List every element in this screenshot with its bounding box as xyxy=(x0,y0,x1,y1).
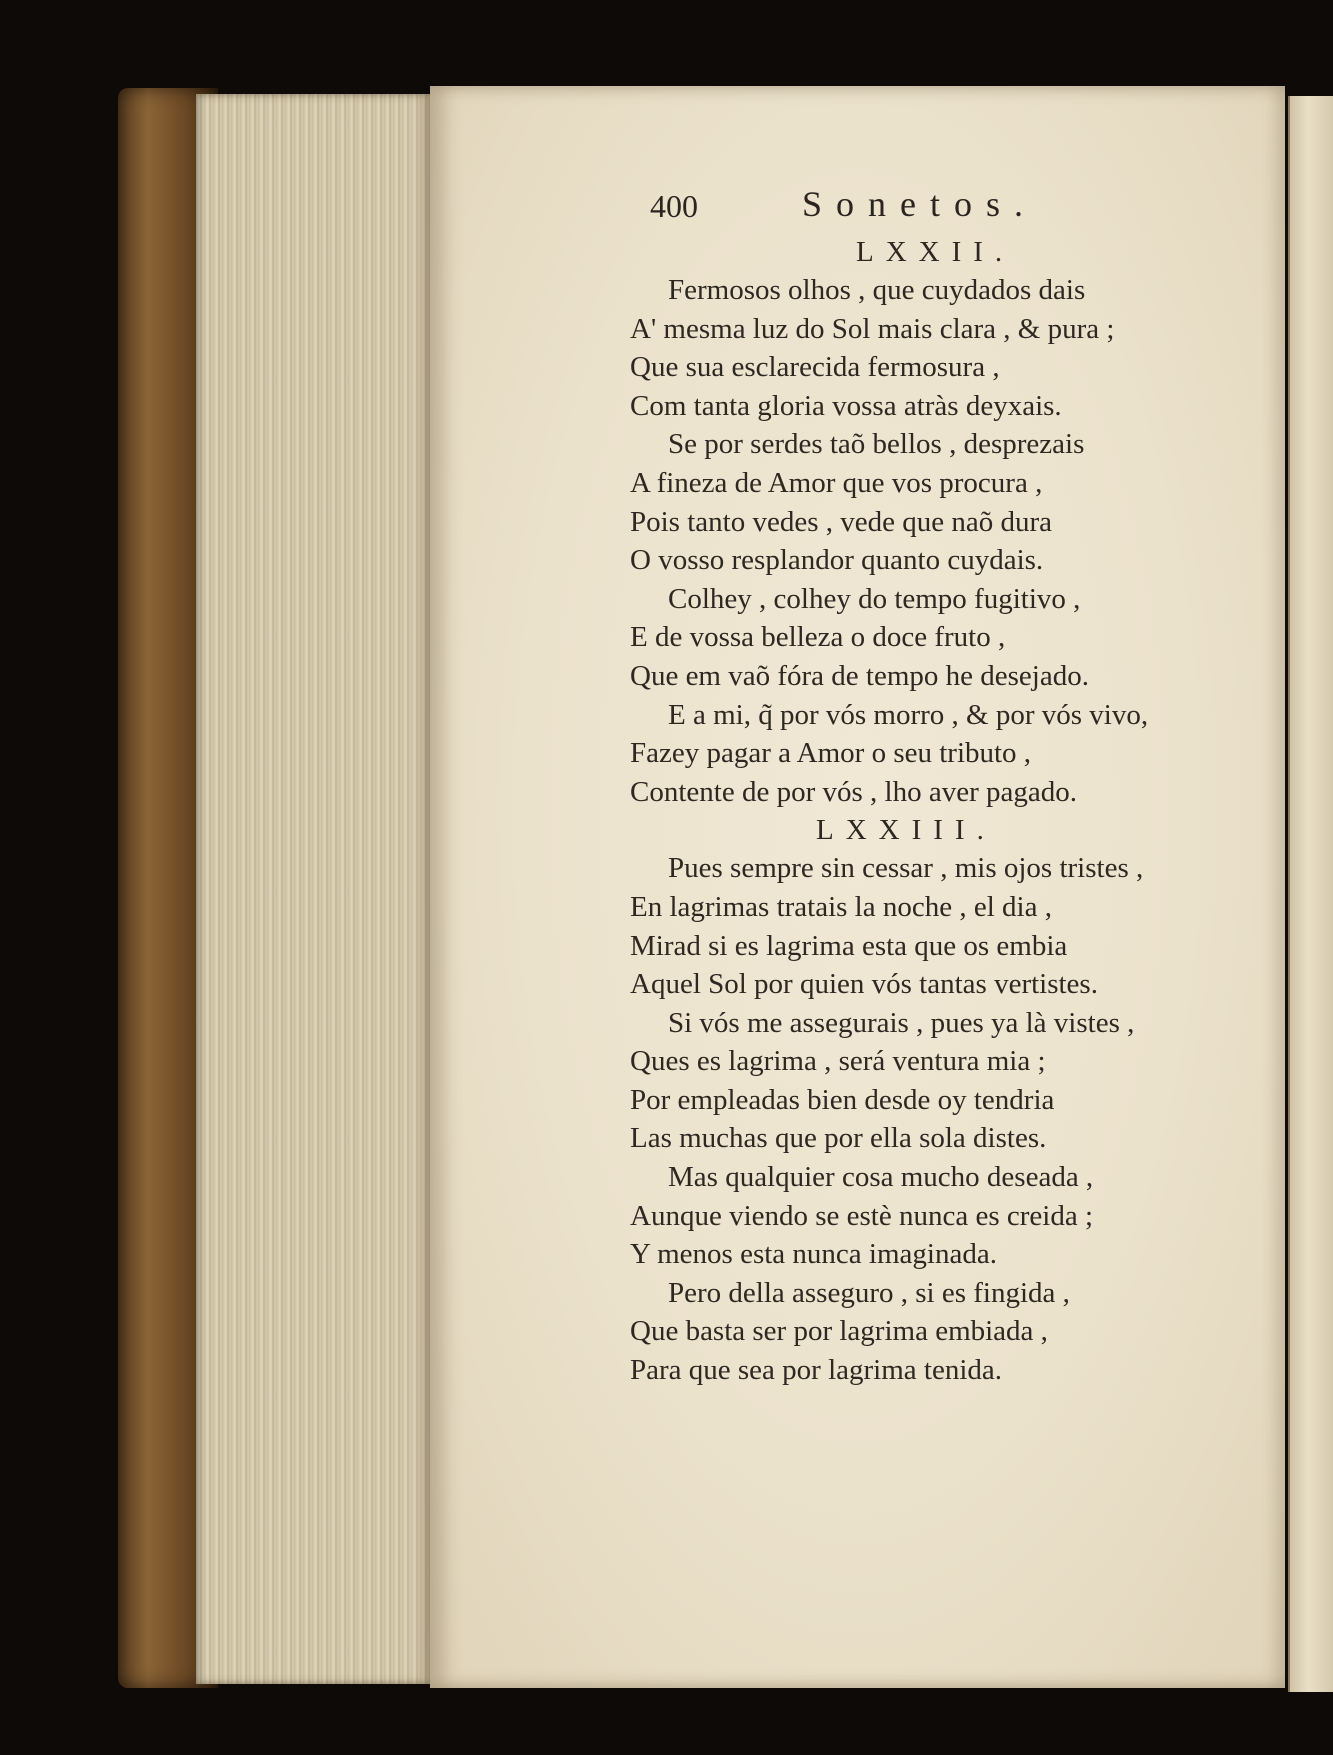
verse-line: Pero della asseguro , si es fingida , xyxy=(668,1276,1070,1309)
verse-line: Fazey pagar a Amor o seu tributo , xyxy=(630,737,1032,770)
sonnet-numeral: LXXIII. xyxy=(816,814,996,847)
verse-line: E de vossa belleza o doce fruto , xyxy=(630,621,1006,654)
verse-line: Las muchas que por ella sola distes. xyxy=(630,1122,1047,1155)
verse-line: Si vós me assegurais , pues ya là vistes , xyxy=(668,1006,1135,1039)
facing-page-edge xyxy=(1288,96,1333,1692)
page-block-edges xyxy=(196,94,430,1684)
page-number: 400 xyxy=(650,188,698,224)
sonnets-text xyxy=(630,233,1190,1390)
verse-line: Aunque viendo se estè nunca es creida ; xyxy=(630,1199,1094,1232)
verse-line: Aquel Sol por quien vós tantas vertistes. xyxy=(630,968,1098,1001)
verse-line: Que basta ser por lagrima embiada , xyxy=(630,1315,1048,1348)
verse-line: O vosso resplandor quanto cuydais. xyxy=(630,544,1044,577)
verse-line: Pois tanto vedes , vede que naõ dura xyxy=(630,505,1053,538)
verse-line: Ques es lagrima , será ventura mia ; xyxy=(630,1045,1046,1078)
verse-line: Por empleadas bien desde oy tendria xyxy=(630,1083,1055,1116)
running-title: Sonetos. xyxy=(802,184,1038,224)
verse-line: A fineza de Amor que vos procura , xyxy=(630,466,1043,499)
verse-line: A' mesma luz do Sol mais clara , & pura ; xyxy=(630,312,1115,345)
verse-line: E a mi, q̃ por vós morro , & por vós vivo, xyxy=(668,698,1149,731)
verse-line: Para que sea por lagrima tenida. xyxy=(630,1354,1003,1387)
verse-line: En lagrimas tratais la noche , el dia , xyxy=(630,890,1052,923)
verse-line: Contente de por vós , lho aver pagado. xyxy=(630,775,1077,808)
verse-line: Com tanta gloria vossa atràs deyxais. xyxy=(630,389,1062,422)
sonnet-numeral: LXXII. xyxy=(856,236,1015,268)
verse-line: Fermosos olhos , que cuydados dais xyxy=(668,274,1086,306)
verse-line: Que sua esclarecida fermosura , xyxy=(630,351,1000,384)
verse-line: Se por serdes taõ bellos , desprezais xyxy=(668,428,1085,461)
verse-line: Colhey , colhey do tempo fugitivo , xyxy=(668,582,1081,615)
verse-line: Que em vaõ fóra de tempo he desejado. xyxy=(630,659,1089,692)
verse-line: Mirad si es lagrima esta que os embia xyxy=(630,929,1068,962)
verse-line: Pues sempre sin cessar , mis ojos tristes , xyxy=(668,852,1144,885)
verse-line: Y menos esta nunca imaginada. xyxy=(630,1238,997,1271)
verse-line: Mas qualquier cosa mucho deseada , xyxy=(668,1161,1094,1194)
